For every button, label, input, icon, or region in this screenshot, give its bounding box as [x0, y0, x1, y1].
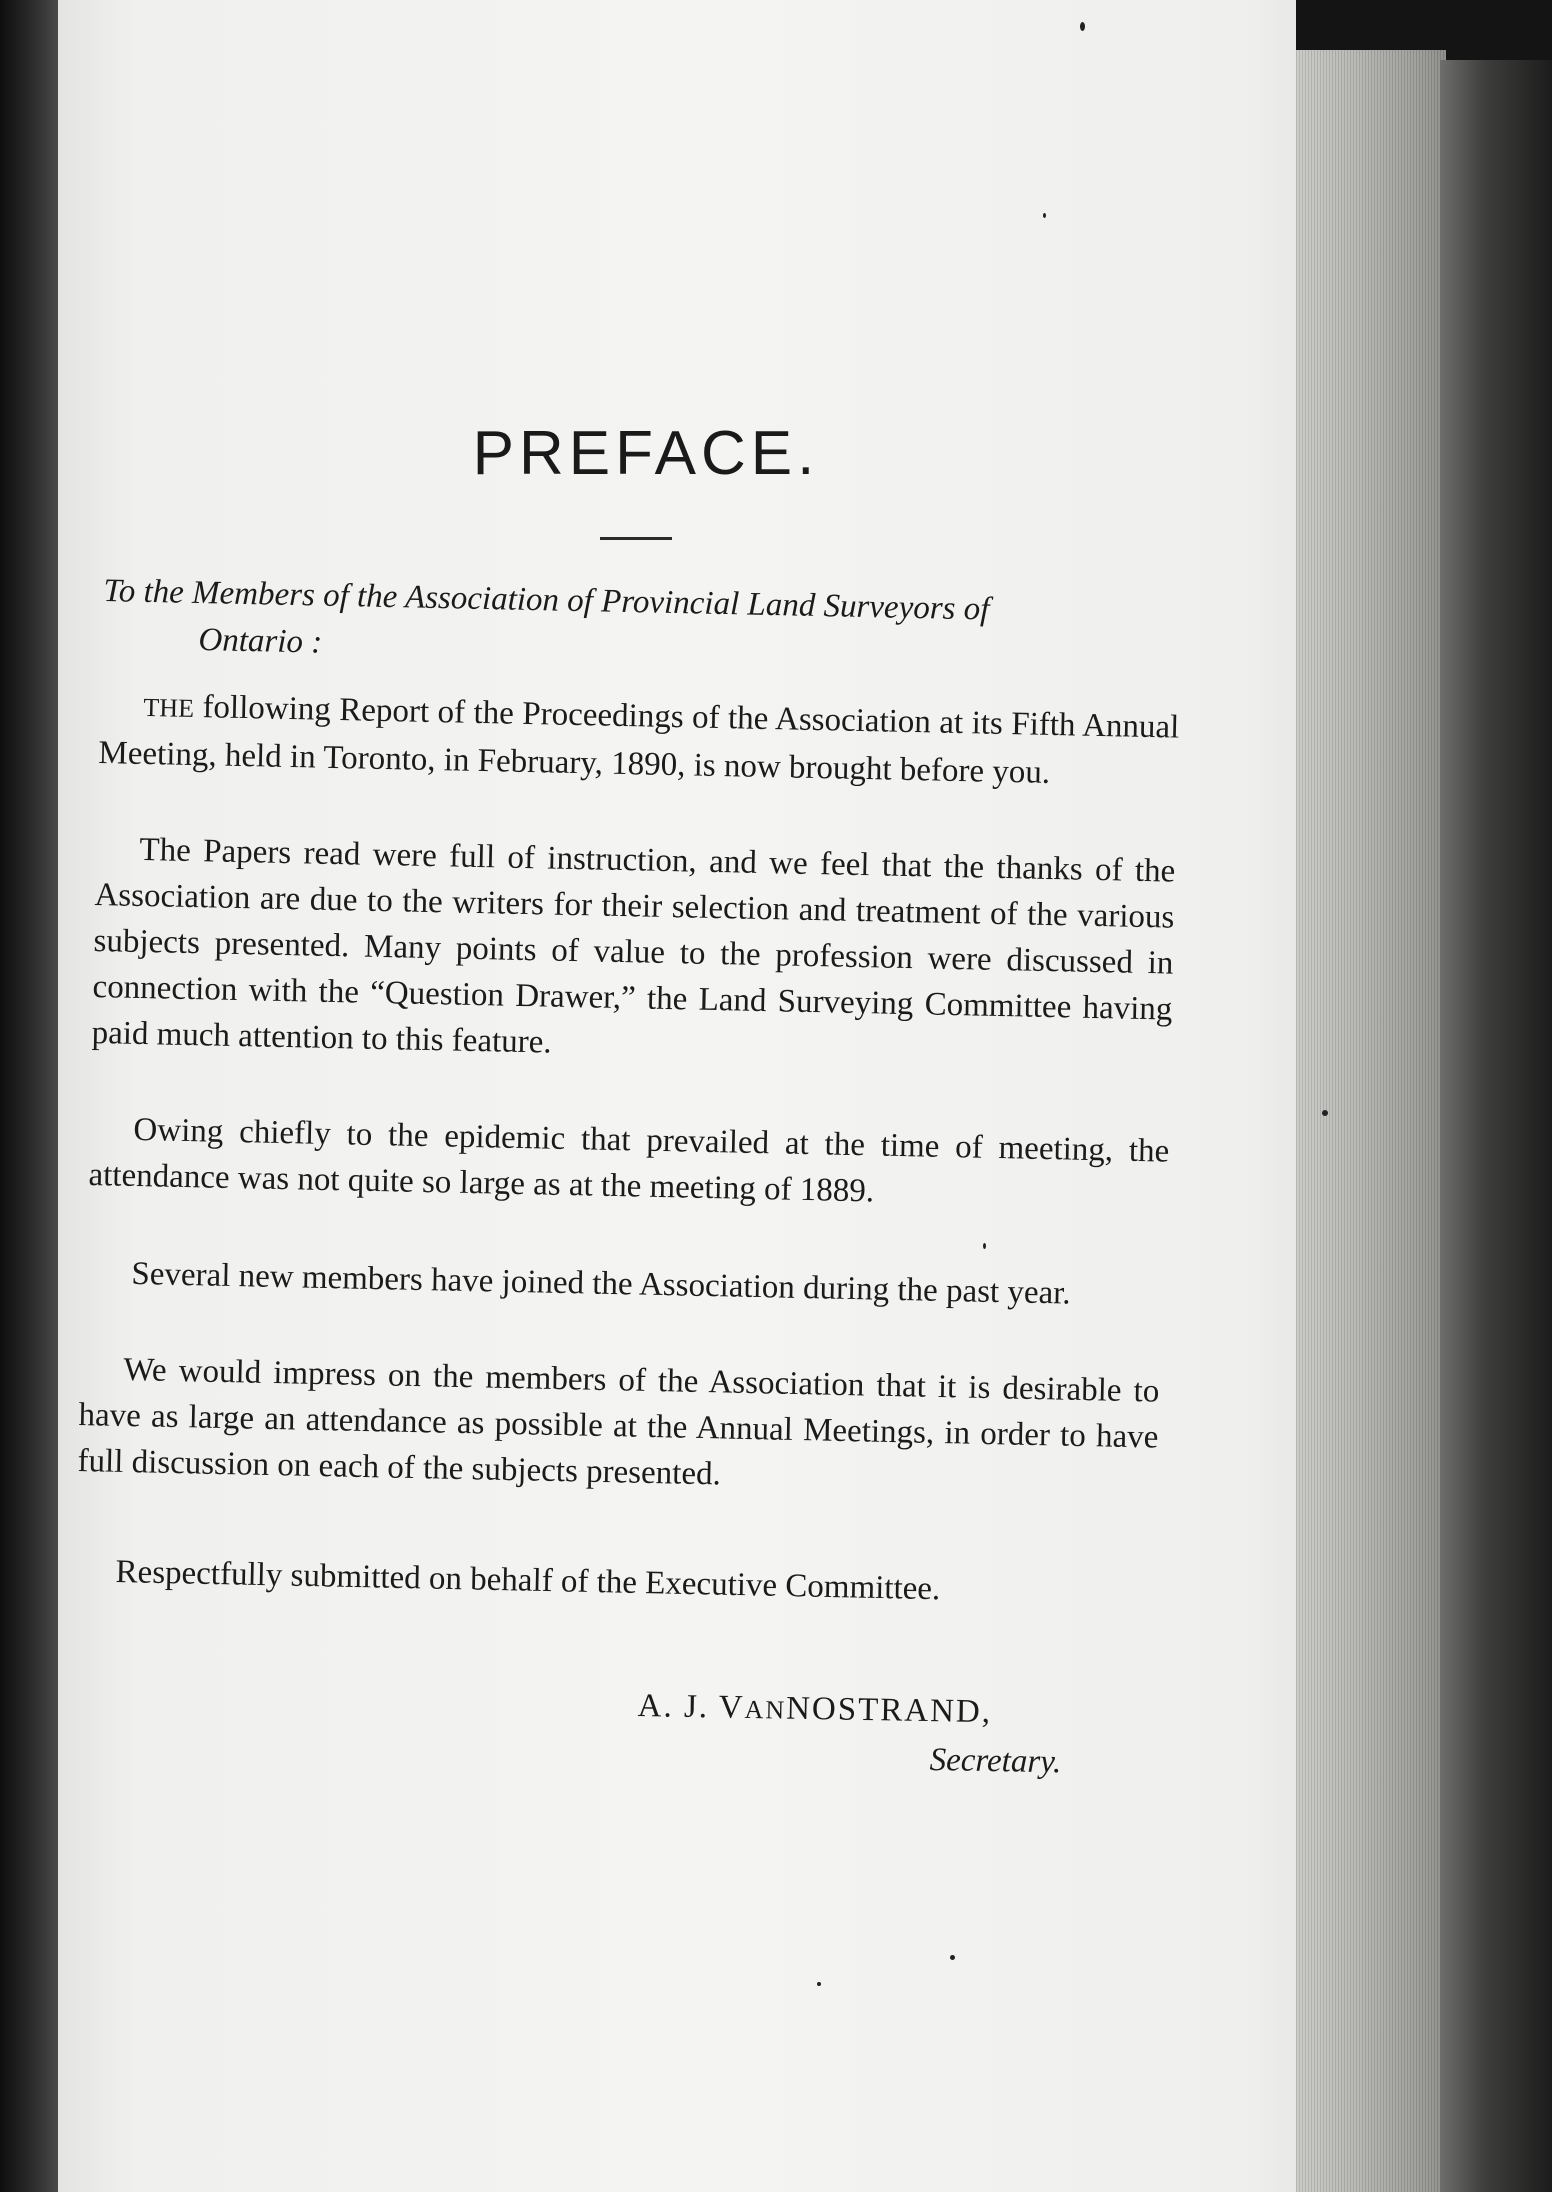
indent — [89, 1139, 133, 1140]
salutation — [102, 568, 1184, 685]
signature-small-caps: AN — [744, 1694, 787, 1725]
paragraph-1-text: following Report of the Proceedings of the Association at its Fifth Annual Meeting, held in Toronto, in February, 1890, is now brought before you. — [98, 688, 1180, 791]
indent — [87, 1283, 131, 1284]
title-rule — [600, 537, 672, 540]
signature-surname: NOSTRAND, — [785, 1690, 993, 1731]
closing-line: Respectfully submitted on behalf of the Executive Committee. — [115, 1554, 941, 1608]
salutation-line-2: Ontario : — [198, 621, 323, 661]
signature-title: Secretary. — [929, 1742, 1062, 1781]
indent — [99, 715, 143, 716]
paragraph-5 — [77, 1346, 1160, 1507]
indent — [79, 1379, 123, 1380]
paragraph-2 — [91, 826, 1176, 1079]
paragraph-3-text: Owing chiefly to the epidemic that prevailed at the time of meeting, the attendance was not quite so large as at the meeting of 1889. — [88, 1111, 1170, 1210]
salutation-line-1: To the Members of the Association of Provincial Land Surveyors of — [103, 572, 990, 628]
indent — [95, 859, 139, 860]
paragraph-5-text: We would impress on the members of the Association that it is desirable to have as large an attendance as possible at the Annual Meetings, in order to have full discussion on each of the subjects presented. — [77, 1351, 1160, 1493]
paragraph-2-text: The Papers read were full of instruction, and we feel that the thanks of the Association are due to the writers for their selection and treatment of the various subjects presented. Many points of value to the profession were discussed in connection with the “Question Drawer,” the Land Surveying Committee having paid much attention to this feature. — [91, 831, 1176, 1061]
paragraph-4-text: Several new members have joined the Association during the past year. — [131, 1255, 1072, 1312]
paragraph-1-lead: THE — [143, 692, 195, 723]
signature-initials: A. J. V — [637, 1688, 745, 1726]
paragraph-1 — [98, 682, 1180, 799]
paragraph-4 — [87, 1250, 1168, 1319]
page-title: PREFACE. — [472, 419, 820, 488]
signature-name — [637, 1688, 992, 1731]
paragraph-3 — [88, 1106, 1170, 1221]
